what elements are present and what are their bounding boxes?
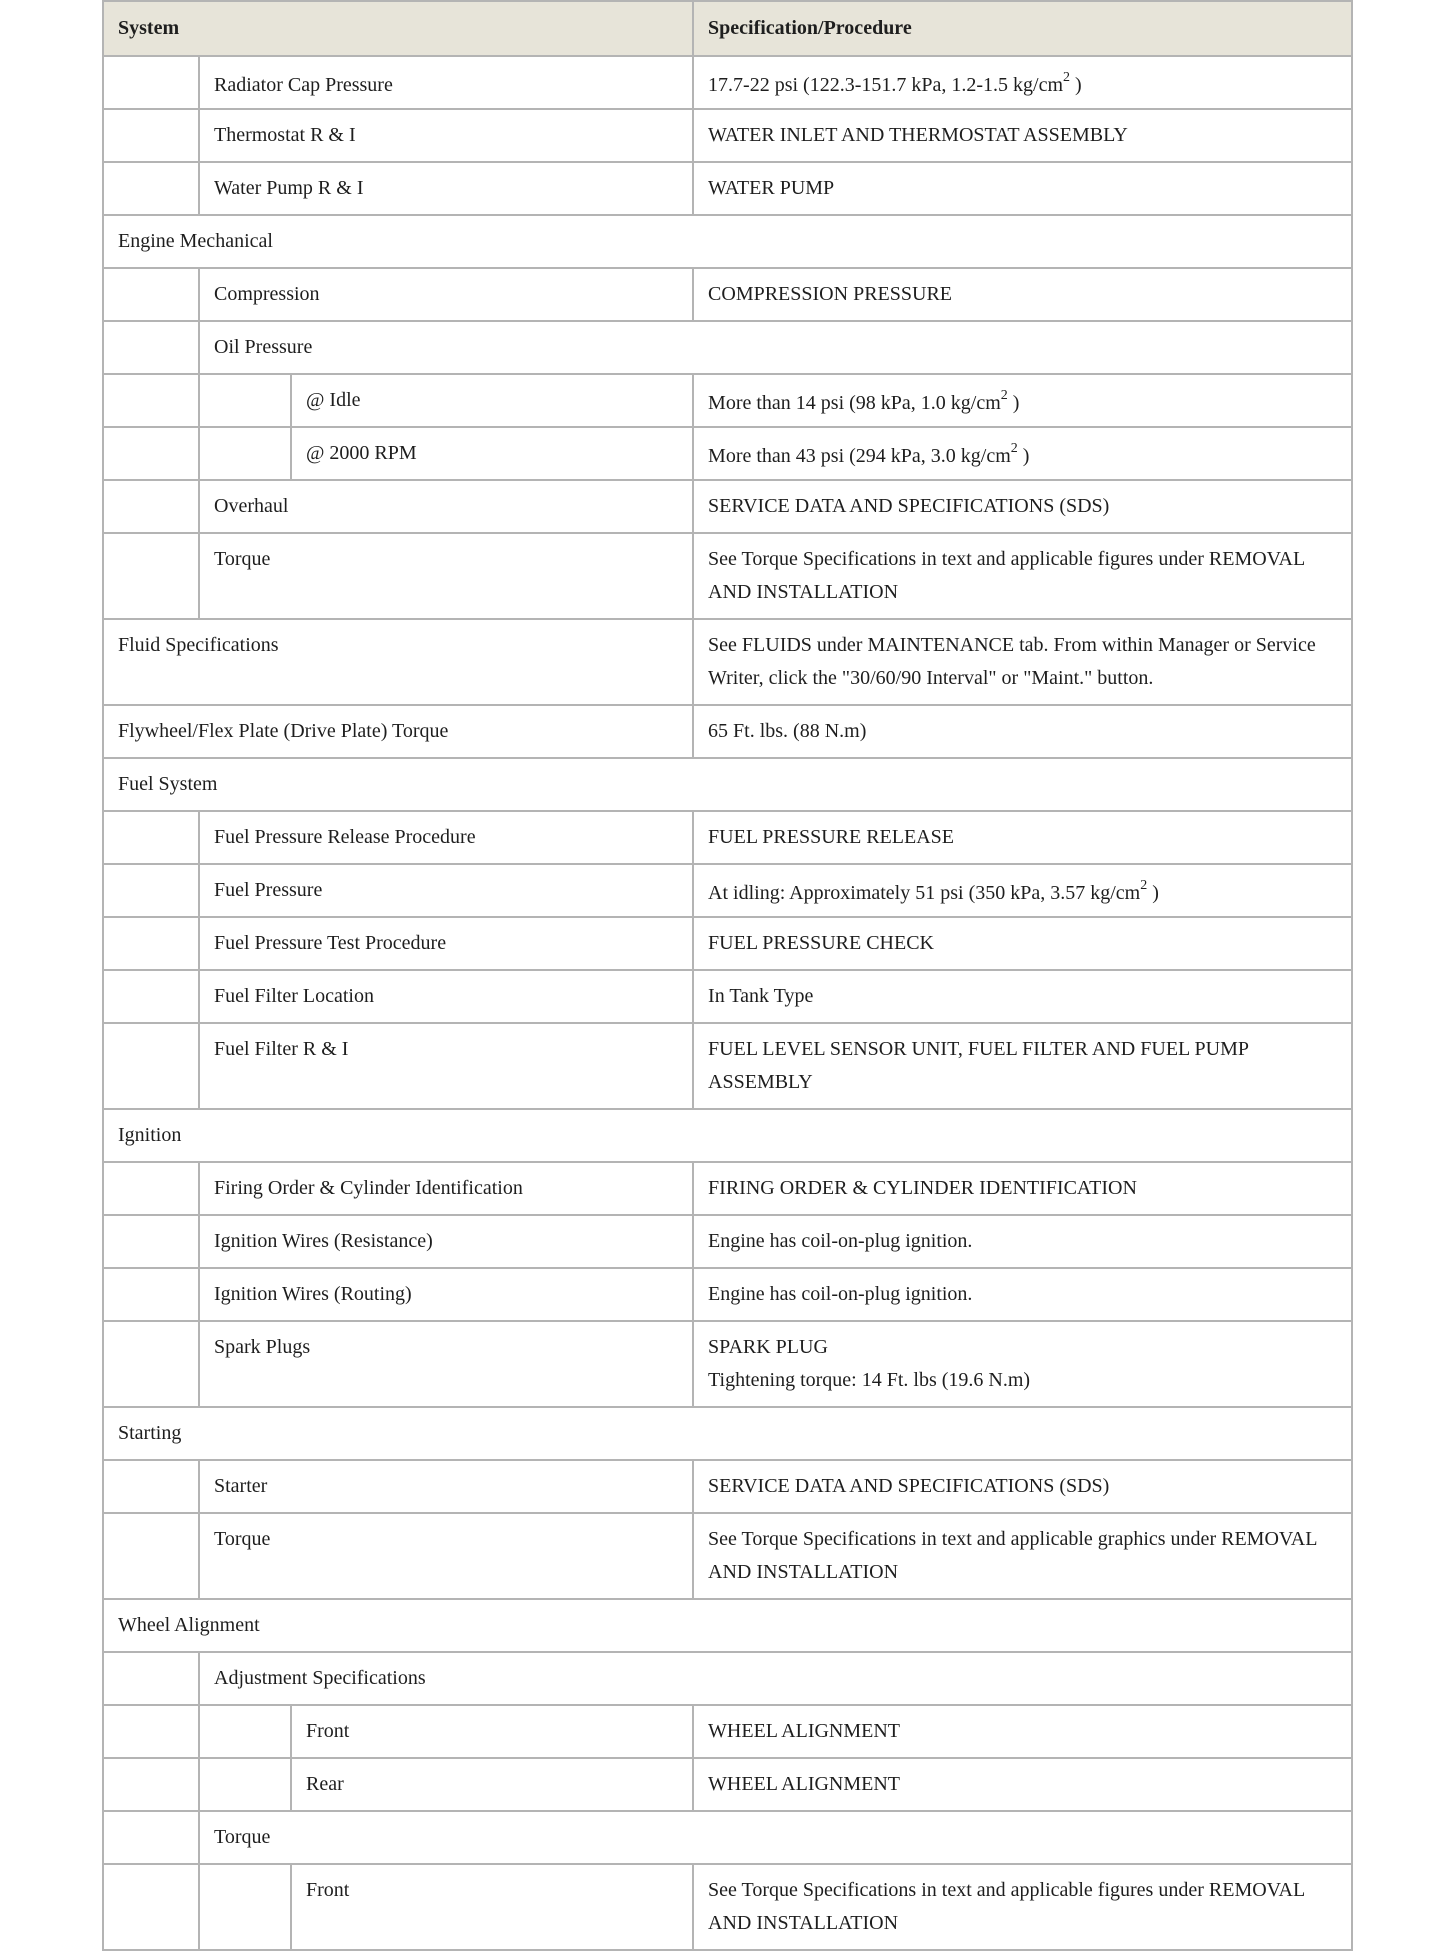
row-label: Torque bbox=[199, 533, 693, 619]
table-row bbox=[103, 864, 1352, 917]
section-label: Fuel System bbox=[103, 758, 1352, 811]
section-row bbox=[103, 1109, 1352, 1162]
row-label: Compression bbox=[199, 268, 693, 321]
section-row bbox=[103, 1407, 1352, 1460]
row-value: WATER INLET AND THERMOSTAT ASSEMBLY bbox=[693, 109, 1352, 162]
table-row bbox=[103, 1268, 1352, 1321]
table-row bbox=[103, 1864, 1352, 1950]
row-value: SERVICE DATA AND SPECIFICATIONS (SDS) bbox=[693, 480, 1352, 533]
row-label: Front bbox=[291, 1864, 693, 1950]
row-value: See Torque Specifications in text and applicable figures under REMOVAL AND INSTALLATION bbox=[693, 533, 1352, 619]
row-label: Fuel Pressure Release Procedure bbox=[199, 811, 693, 864]
row-label: Ignition Wires (Routing) bbox=[199, 1268, 693, 1321]
row-value: Engine has coil-on-plug ignition. bbox=[693, 1215, 1352, 1268]
row-label: Fuel Pressure bbox=[199, 864, 693, 917]
table-row bbox=[103, 1215, 1352, 1268]
section-label: Starting bbox=[103, 1407, 1352, 1460]
row-value: See Torque Specifications in text and applicable graphics under REMOVAL AND INSTALLATION bbox=[693, 1513, 1352, 1599]
row-label: Fluid Specifications bbox=[103, 619, 693, 705]
row-value: FIRING ORDER & CYLINDER IDENTIFICATION bbox=[693, 1162, 1352, 1215]
row-label: @ 2000 RPM bbox=[291, 427, 693, 480]
row-label: Ignition Wires (Resistance) bbox=[199, 1215, 693, 1268]
table-row bbox=[103, 1758, 1352, 1811]
row-value: WHEEL ALIGNMENT bbox=[693, 1758, 1352, 1811]
row-label: Fuel Pressure Test Procedure bbox=[199, 917, 693, 970]
table-row bbox=[103, 162, 1352, 215]
table-row bbox=[103, 533, 1352, 619]
table-header-row bbox=[103, 1, 1352, 56]
row-label: Overhaul bbox=[199, 480, 693, 533]
row-value: 65 Ft. lbs. (88 N.m) bbox=[693, 705, 1352, 758]
section-row bbox=[103, 758, 1352, 811]
subsection-label: Adjustment Specifications bbox=[199, 1652, 1352, 1705]
row-label: Fuel Filter R & I bbox=[199, 1023, 693, 1109]
section-row bbox=[103, 215, 1352, 268]
row-label: Starter bbox=[199, 1460, 693, 1513]
row-value: See Torque Specifications in text and applicable figures under REMOVAL AND INSTALLATION bbox=[693, 1864, 1352, 1950]
row-value: FUEL PRESSURE RELEASE bbox=[693, 811, 1352, 864]
table-row bbox=[103, 705, 1352, 758]
row-value: 17.7-22 psi (122.3-151.7 kPa, 1.2-1.5 $kg/cm^2$ ) bbox=[693, 56, 1352, 109]
row-label: Fuel Filter Location bbox=[199, 970, 693, 1023]
section-row bbox=[103, 1599, 1352, 1652]
row-value: COMPRESSION PRESSURE bbox=[693, 268, 1352, 321]
row-label: Radiator Cap Pressure bbox=[199, 56, 693, 109]
row-value: Engine has coil-on-plug ignition. bbox=[693, 1268, 1352, 1321]
row-label: Water Pump R & I bbox=[199, 162, 693, 215]
row-value: FUEL PRESSURE CHECK bbox=[693, 917, 1352, 970]
row-label: @ Idle bbox=[291, 374, 693, 427]
row-value: At idling: Approximately 51 psi (350 kPa, 3.57 $kg/cm^2$ ) bbox=[693, 864, 1352, 917]
table-row bbox=[103, 970, 1352, 1023]
row-label: Torque bbox=[199, 1513, 693, 1599]
specifications-table bbox=[102, 0, 1353, 1951]
table-row bbox=[103, 109, 1352, 162]
table-row bbox=[103, 811, 1352, 864]
section-label: Wheel Alignment bbox=[103, 1599, 1352, 1652]
table-row bbox=[103, 268, 1352, 321]
row-value: In Tank Type bbox=[693, 970, 1352, 1023]
row-label: Thermostat R & I bbox=[199, 109, 693, 162]
row-label: Spark Plugs bbox=[199, 1321, 693, 1407]
section-label: Ignition bbox=[103, 1109, 1352, 1162]
table-row bbox=[103, 1321, 1352, 1407]
row-value: SERVICE DATA AND SPECIFICATIONS (SDS) bbox=[693, 1460, 1352, 1513]
header-spec: Specification/Procedure bbox=[693, 1, 1352, 56]
table-row bbox=[103, 1023, 1352, 1109]
subsection-label: Oil Pressure bbox=[199, 321, 1352, 374]
table-row bbox=[103, 56, 1352, 109]
row-value: FUEL LEVEL SENSOR UNIT, FUEL FILTER AND FUEL PUMP ASSEMBLY bbox=[693, 1023, 1352, 1109]
subsection-row bbox=[103, 321, 1352, 374]
subsection-row bbox=[103, 1811, 1352, 1864]
section-label: Engine Mechanical bbox=[103, 215, 1352, 268]
table-row bbox=[103, 619, 1352, 705]
table-row bbox=[103, 480, 1352, 533]
table-row bbox=[103, 917, 1352, 970]
header-system: System bbox=[103, 1, 693, 56]
table-row bbox=[103, 1705, 1352, 1758]
table-row bbox=[103, 374, 1352, 427]
row-label: Firing Order & Cylinder Identification bbox=[199, 1162, 693, 1215]
subsection-label: Torque bbox=[199, 1811, 1352, 1864]
table-row bbox=[103, 1162, 1352, 1215]
row-value: More than 14 psi (98 kPa, 1.0 $kg/cm^2$ ) bbox=[693, 374, 1352, 427]
row-label: Rear bbox=[291, 1758, 693, 1811]
table-row bbox=[103, 427, 1352, 480]
row-label: Front bbox=[291, 1705, 693, 1758]
row-value: WHEEL ALIGNMENT bbox=[693, 1705, 1352, 1758]
table-row bbox=[103, 1460, 1352, 1513]
row-value: WATER PUMP bbox=[693, 162, 1352, 215]
row-label: Flywheel/Flex Plate (Drive Plate) Torque bbox=[103, 705, 693, 758]
row-value: See FLUIDS under MAINTENANCE tab. From within Manager or Service Writer, click the "30/60/90 Interval" or "Maint." button. bbox=[693, 619, 1352, 705]
row-value: SPARK PLUG Tightening torque: 14 Ft. lbs (19.6 N.m) bbox=[693, 1321, 1352, 1407]
subsection-row bbox=[103, 1652, 1352, 1705]
row-value: More than 43 psi (294 kPa, 3.0 $kg/cm^2$ ) bbox=[693, 427, 1352, 480]
table-row bbox=[103, 1513, 1352, 1599]
